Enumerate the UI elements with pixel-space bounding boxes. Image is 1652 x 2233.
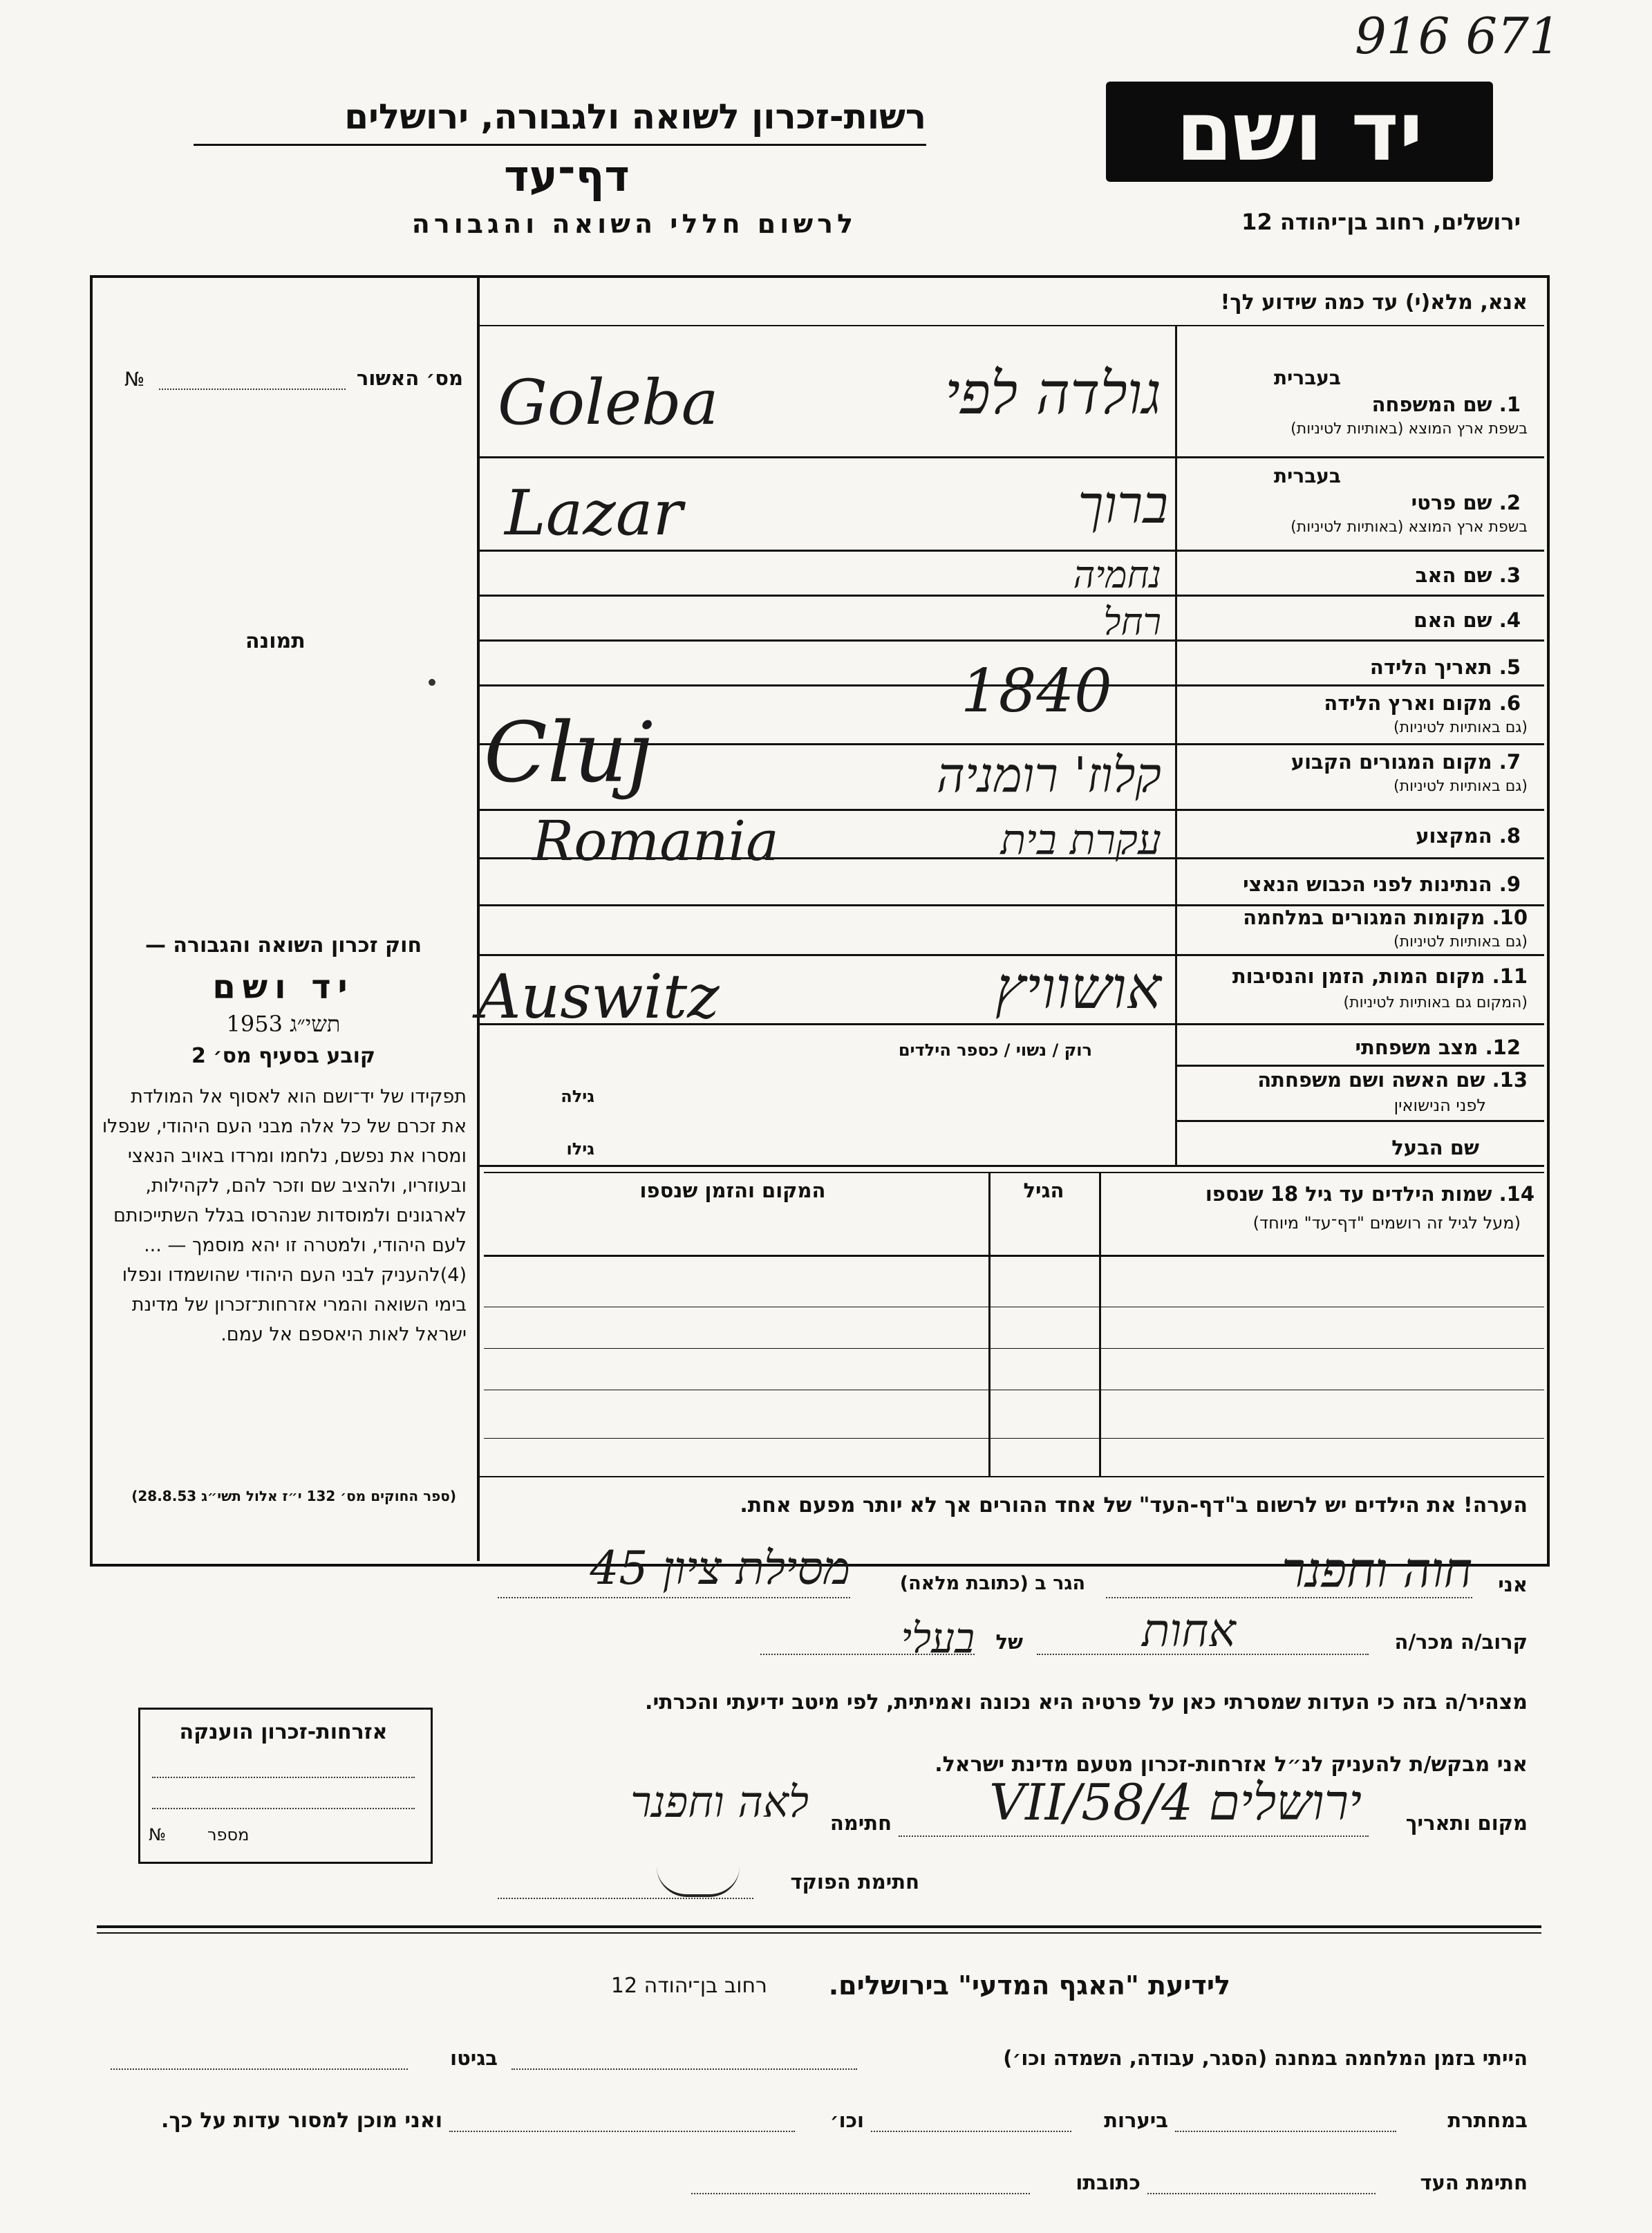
field-6-num: 6. — [1499, 691, 1521, 715]
signature-value: לאה וחפנר — [630, 1777, 809, 1827]
field-12-num: 12. — [1485, 1036, 1521, 1059]
field-11-num: 11. — [1492, 964, 1528, 988]
death-place-latin: Auswitz — [477, 961, 720, 1032]
archive-number: 916 671 — [1355, 7, 1561, 65]
field-9-num: 9. — [1499, 872, 1521, 896]
field-4-num: 4. — [1499, 608, 1521, 632]
field-8-num: 8. — [1499, 824, 1521, 848]
decl-relative: קרוב/ה מכר/ה — [1394, 1630, 1528, 1654]
field-2-num: 2. — [1499, 491, 1521, 514]
form-title: דף־עד — [504, 151, 630, 201]
photo-label: תמונה — [245, 629, 306, 653]
field-4-label — [1189, 608, 1521, 632]
field-13-num: 13. — [1492, 1068, 1528, 1092]
field-13-text: שם האשה ושם משפחתה — [1257, 1068, 1485, 1092]
profession-hebrew: עקרת בית — [1000, 816, 1161, 864]
husband-label: שם הבעל — [1391, 1136, 1479, 1159]
place-date-value: ירושלים 4/VII/58 — [989, 1773, 1362, 1831]
law-reference: (ספר החוקים מס׳ 132 י״ז אלול תשי״ג 28.8.53) — [131, 1488, 456, 1504]
yad-vashem-logo — [1106, 82, 1493, 182]
field-1-label — [1189, 393, 1521, 416]
footer-ready: ואני מוכן למסור עדות על כך. — [161, 2109, 442, 2133]
children-age-header: הגיל — [1023, 1179, 1064, 1202]
field-3-label — [1189, 563, 1521, 587]
citizenship-title: אזרחות-זכרון הוענקה — [179, 1720, 388, 1744]
field-1-sub: בשפת ארץ המוצא (באותיות לטיניות) — [1290, 420, 1528, 438]
father-name: נחמיה — [1073, 553, 1161, 597]
decl-of-value: בעלי — [901, 1614, 975, 1663]
decl-relation: אחות — [1142, 1604, 1236, 1657]
field-1-num: 1. — [1499, 393, 1521, 416]
children-label — [1106, 1182, 1534, 1206]
note: הערה! את הילדים יש לרשום ב"דף-העד" של אחד ההורים אך לא יותר מפעם אחת. — [740, 1493, 1528, 1517]
firstname-latin: Lazar — [505, 477, 683, 550]
field-10-label — [1182, 906, 1528, 929]
field-8-label — [1189, 824, 1521, 848]
field-1-hebrew-tag: בעברית — [1273, 366, 1341, 389]
footer-forests: ביערות — [1104, 2109, 1168, 2132]
instruction: אנא, מלא(י) עד כמה שידוע לך! — [1220, 290, 1528, 315]
field-9-text: הנתינות לפני הכבוש הנאצי — [1243, 872, 1492, 896]
residence-latin: Cluj — [484, 705, 653, 801]
field-8-text: המקצוע — [1416, 824, 1492, 848]
surname-latin: Goleba — [498, 366, 719, 439]
field-2-label — [1189, 491, 1521, 514]
law-year: תשי״ג 1953 — [226, 1011, 341, 1037]
officer-label: חתימת הפוקד — [790, 1870, 919, 1894]
residence-hebrew: קלוז' רומניה — [936, 747, 1161, 803]
birth-date: 1840 — [961, 657, 1112, 726]
field-13-sub: לפני הנישואין — [1393, 1096, 1486, 1115]
field-5-label — [1189, 655, 1521, 679]
officer-signature-mark — [657, 1867, 740, 1897]
field-6-label — [1189, 691, 1521, 715]
field-10-sub: (גם באותיות לטיניות) — [1393, 933, 1528, 951]
field-2-hebrew-tag: בעברית — [1273, 465, 1341, 487]
footer-address-label: כתובתו — [1076, 2171, 1141, 2194]
field-9-label — [1182, 872, 1521, 896]
field-13-label — [1182, 1068, 1528, 1092]
field-5-text: תאריך הלידה — [1369, 655, 1492, 679]
footer-title: לידיעת "האגף המדעי" בירושלים. — [828, 1970, 1230, 2001]
field-11-sub: (המקום גם באותיות לטיניות) — [1343, 994, 1528, 1011]
logo-text: יד ושם — [1176, 84, 1423, 179]
place-date-label: מקום ותאריך — [1405, 1811, 1528, 1835]
field-2-text: שם פרטי — [1411, 491, 1492, 514]
children-num: 14. — [1499, 1182, 1534, 1206]
field-12-label — [1189, 1036, 1521, 1059]
footer-address: רחוב בן־יהודה 12 — [610, 1974, 767, 1998]
decl-i: אני — [1498, 1573, 1528, 1596]
photo-dot — [429, 679, 435, 686]
footer-underground: במחתרת — [1447, 2109, 1528, 2132]
field-10-text: מקומות המגורים במלחמה — [1243, 906, 1485, 929]
children-text: שמות הילדים עד גיל 18 שנספו — [1205, 1182, 1492, 1206]
decl-statement: מצהיר/ה בזה כי העדות שמסרתי כאן על פרטיה היא נכונה ואמיתית, לפי מיטב ידיעתי והכרתי. — [645, 1690, 1528, 1715]
org-title: רשות-זכרון לשואה ולגבורה, ירושלים — [344, 97, 926, 137]
law-text: תפקידו של יד־ושם הוא לאסוף אל המולדת את זכרם של כל אלה מבני העם היהודי, שנפלו ומסרו את נפשם, נלחמו ומרדו באויב הנאצי ובעוזריו, ולהציב שם וזכר להם, לקהילות, לארגונים ולמוסדות שנהרסו בגלל השתייכותם לעם היהודי, ולמטרה זו יהא מוסמך — ...(4)להעניק לבני העם היהודי שהושמדו ונפלו בימי השואה והמרי אזרחות־זכרון של מדינת ישראל לאות היאספם אל עמם. — [102, 1086, 467, 1345]
mother-name: רחל — [1103, 600, 1161, 644]
decl-address: מסילת ציון 45 — [590, 1542, 850, 1595]
firstname-hebrew: ברוך — [1078, 474, 1168, 535]
field-10-num: 10. — [1492, 906, 1528, 929]
decl-request: אני מבקש/ת להעניק לנ״ל אזרחות-זכרון מטעם מדינת ישראל. — [935, 1753, 1528, 1777]
permit-no: № — [124, 368, 145, 391]
field-11-label — [1182, 964, 1528, 988]
decl-resides: הגר ב (כתובת מלאה) — [899, 1573, 1085, 1594]
field-2-sub: בשפת ארץ המוצא (באותיות לטיניות) — [1290, 518, 1528, 536]
permit-label: מס׳ האשור — [356, 366, 463, 390]
decl-name: חוה וחפנר — [1282, 1542, 1472, 1598]
field-3-text: שם האב — [1415, 563, 1492, 587]
field-12-text: מצב משפחתי — [1355, 1036, 1479, 1059]
country-latin: Romania — [532, 809, 779, 873]
husband-age: גילו — [566, 1139, 594, 1159]
citizenship-number: מספר — [207, 1825, 250, 1844]
footer-etc: וכו׳ — [829, 2109, 864, 2132]
field-7-num: 7. — [1499, 750, 1521, 774]
address: ירושלים, רחוב בן־יהודה 12 — [1241, 209, 1521, 235]
law-title: חוק זכרון השואה והגבורה — — [144, 933, 422, 957]
field-6-sub: (גם באותיות לטיניות) — [1393, 719, 1528, 736]
children-place-header: המקום והזמן שנספו — [639, 1179, 826, 1202]
children-sub: (מעל לגיל זה רושמים "דף־עד" מיוחד) — [1252, 1213, 1521, 1233]
field-7-sub: (גם באותיות לטיניות) — [1393, 778, 1528, 795]
footer-ghetto: בגיטו — [450, 2046, 498, 2070]
field-3-num: 3. — [1499, 563, 1521, 587]
decl-of: של — [995, 1630, 1023, 1654]
field-12-hint: רוק / נשוי / כספר הילדים — [898, 1040, 1092, 1060]
field-5-num: 5. — [1499, 655, 1521, 679]
citizenship-no: № — [149, 1825, 166, 1844]
law-name: יד ושם — [212, 968, 355, 1007]
field-7-label — [1189, 750, 1521, 774]
field-4-text: שם האם — [1414, 608, 1492, 632]
form-subtitle: לרשום חללי השואה והגבורה — [411, 209, 857, 239]
field-13-age: גילה — [561, 1087, 594, 1106]
field-7-text: מקום המגורים הקבוע — [1290, 750, 1492, 774]
law-clause: קובע בסעיף מס׳ 2 — [191, 1044, 376, 1068]
death-place-hebrew: אושוויץ — [995, 954, 1161, 1022]
footer-witness-sig: חתימת העד — [1420, 2171, 1528, 2194]
field-6-text: מקום וארץ הלידה — [1324, 691, 1492, 715]
surname-hebrew: גולדה לפי — [944, 359, 1161, 427]
footer-line1: הייתי בזמן המלחמה במחנה (הסגר, עבודה, השמדה וכו׳) — [1003, 2046, 1528, 2070]
field-1-text: שם המשפחה — [1371, 393, 1492, 416]
field-11-text: מקום המות, הזמן והנסיבות — [1232, 964, 1485, 988]
signature-label: חתימה — [829, 1811, 892, 1835]
